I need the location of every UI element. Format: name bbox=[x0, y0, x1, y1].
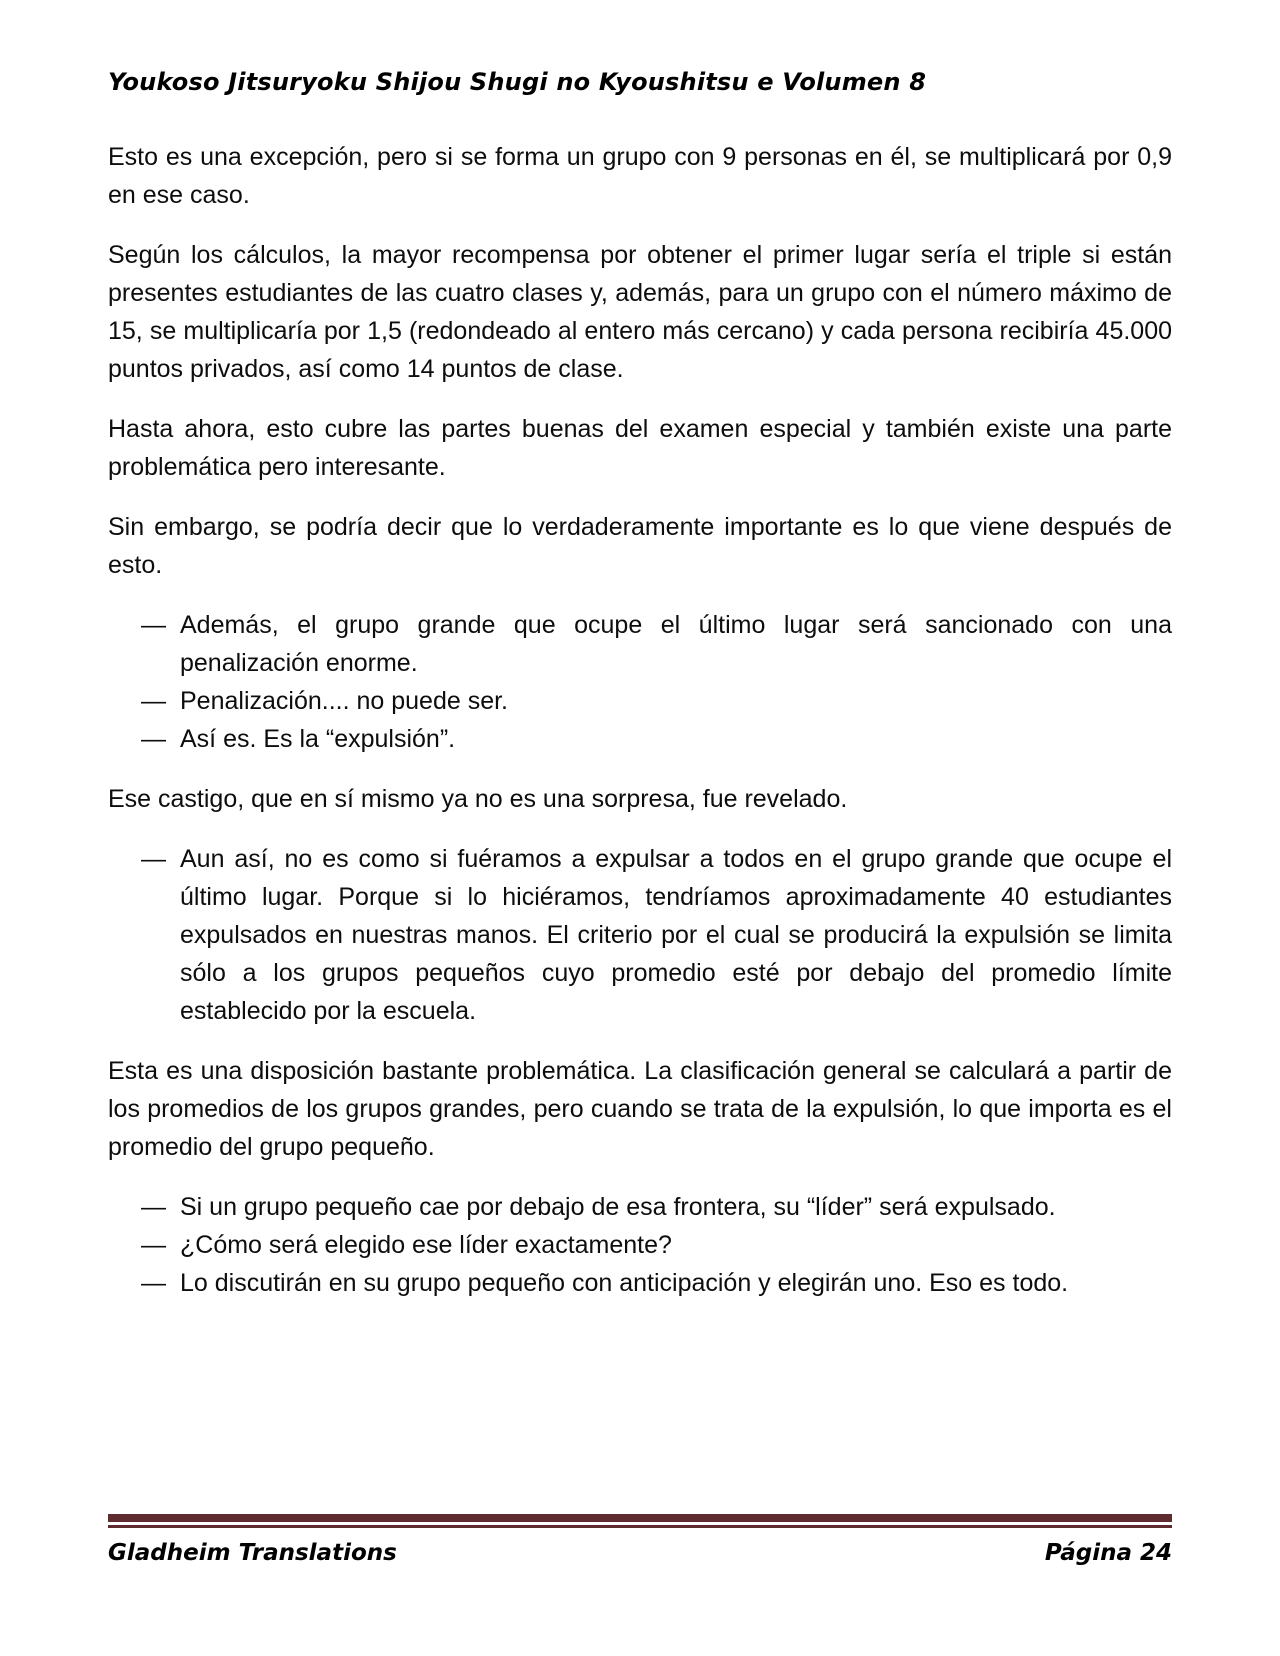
dialogue-text: Así es. Es la “expulsión”. bbox=[180, 725, 456, 753]
paragraph: Según los cálculos, la mayor recompensa por obtener el primer lugar sería el triple si están presentes estudiantes de las cuatro clases y, además, para un grupo con el número máximo de 15, se multiplicaría por 1,5 (redondeado al entero más cercano) y cada persona recibiría 45.000 puntos privados, así como 14 puntos de clase. bbox=[108, 241, 1172, 383]
footer-page-number: Página 24 bbox=[1044, 1540, 1172, 1566]
em-dash-marker: — bbox=[141, 845, 166, 873]
em-dash-marker: — bbox=[141, 687, 166, 715]
paragraph: Hasta ahora, esto cubre las partes buenas del examen especial y también existe una parte problemática pero interesante. bbox=[108, 415, 1172, 481]
footer-divider-rule bbox=[108, 1514, 1172, 1528]
dialogue-line bbox=[108, 1264, 1172, 1302]
dialogue-text: Penalización.... no puede ser. bbox=[180, 687, 509, 715]
dialogue-text: ¿Cómo será elegido ese líder exactamente? bbox=[180, 1231, 672, 1259]
dialogue-text: Aun así, no es como si fuéramos a expulsar a todos en el grupo grande que ocupe el último lugar. Porque si lo hiciéramos, tendríamos aproximadamente 40 estudiantes expulsados en nuestras manos. El criterio por el cual se producirá la expulsión se limita sólo a los grupos pequeños cuyo promedio esté por debajo del promedio límite establecido por la escuela. bbox=[180, 845, 1172, 1025]
dialogue-line bbox=[108, 720, 1172, 758]
em-dash-marker: — bbox=[141, 1269, 166, 1297]
dialogue-line bbox=[108, 1188, 1172, 1226]
dialogue-line bbox=[108, 606, 1172, 682]
em-dash-marker: — bbox=[141, 725, 166, 753]
paragraph: Esta es una disposición bastante problemática. La clasificación general se calculará a partir de los promedios de los grupos grandes, pero cuando se trata de la expulsión, lo que importa es el promedio del grupo pequeño. bbox=[108, 1057, 1172, 1161]
em-dash-marker: — bbox=[141, 611, 166, 639]
dialogue-line bbox=[108, 1226, 1172, 1264]
dialogue-line bbox=[108, 682, 1172, 720]
page-header-title: Youkoso Jitsuryoku Shijou Shugi no Kyoushitsu e Volumen 8 bbox=[108, 68, 927, 96]
paragraph: Ese castigo, que en sí mismo ya no es una sorpresa, fue revelado. bbox=[108, 785, 848, 813]
dialogue-group bbox=[108, 840, 1172, 1030]
paragraph: Esto es una excepción, pero si se forma un grupo con 9 personas en él, se multiplicará por 0,9 en ese caso. bbox=[108, 143, 1172, 209]
dialogue-text: Lo discutirán en su grupo pequeño con anticipación y elegirán uno. Eso es todo. bbox=[180, 1269, 1069, 1297]
paragraph: Sin embargo, se podría decir que lo verdaderamente importante es lo que viene después de esto. bbox=[108, 513, 1172, 579]
footer-translator-credit: Gladheim Translations bbox=[108, 1540, 397, 1566]
footer-rule-thick-line bbox=[108, 1514, 1172, 1522]
document-body bbox=[108, 138, 1172, 1324]
dialogue-group bbox=[108, 1188, 1172, 1302]
dialogue-line bbox=[108, 840, 1172, 1030]
dialogue-text: Además, el grupo grande que ocupe el último lugar será sancionado con una penalización enorme. bbox=[180, 611, 1172, 677]
em-dash-marker: — bbox=[141, 1193, 166, 1221]
footer-rule-thin-line bbox=[108, 1525, 1172, 1528]
dialogue-text: Si un grupo pequeño cae por debajo de esa frontera, su “líder” será expulsado. bbox=[180, 1193, 1056, 1221]
dialogue-group bbox=[108, 606, 1172, 758]
em-dash-marker: — bbox=[141, 1231, 166, 1259]
